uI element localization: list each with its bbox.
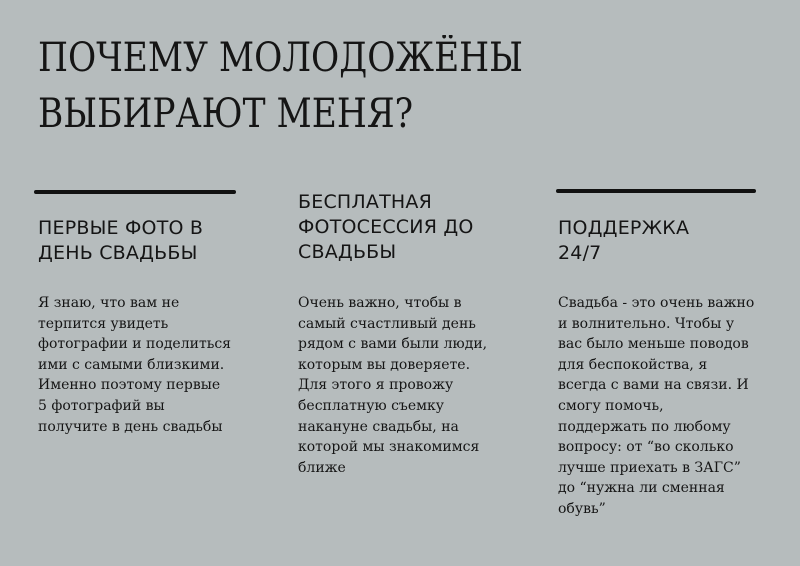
text-line: 5 фотографий вы bbox=[38, 397, 165, 414]
column-title-line: ДЕНЬ СВАДЬБЫ bbox=[38, 242, 198, 264]
text-line: Очень важно, чтобы в bbox=[298, 295, 462, 311]
column-2-text bbox=[298, 293, 487, 478]
text-line: Свадьба - это очень важно bbox=[558, 295, 755, 311]
column-title-line: СВАДЬБЫ bbox=[298, 241, 397, 263]
text-line: Для этого я провожу bbox=[298, 377, 454, 394]
column-1-text bbox=[38, 293, 231, 437]
text-line: ближе bbox=[298, 459, 346, 476]
text-line: рядом с вами были люди, bbox=[298, 336, 488, 353]
text-line: смогу помочь, bbox=[558, 397, 664, 414]
column-1-divider bbox=[34, 190, 236, 194]
column-3-divider bbox=[556, 189, 756, 193]
text-line: до “нужна ли сменная bbox=[558, 480, 725, 497]
page-title bbox=[38, 30, 523, 142]
text-line: поддержать по любому bbox=[558, 418, 731, 435]
text-line: для беспокойства, я bbox=[558, 356, 708, 373]
text-line: вас было меньше поводов bbox=[558, 336, 749, 353]
text-line: ими с самыми близкими. bbox=[38, 356, 225, 373]
column-3-text bbox=[558, 293, 754, 520]
text-line: лучше приехать в ЗАГС” bbox=[558, 459, 741, 476]
text-line: всегда с вами на связи. И bbox=[558, 377, 749, 394]
text-line: Именно поэтому первые bbox=[38, 377, 221, 394]
text-line: фотографии и поделиться bbox=[38, 336, 231, 353]
column-1-title bbox=[38, 216, 203, 266]
column-title-line: ФОТОСЕССИЯ ДО bbox=[298, 216, 474, 238]
text-line: которой мы знакомимся bbox=[298, 439, 480, 456]
text-line: бесплатную съемку bbox=[298, 397, 444, 414]
page-title-line: ВЫБИРАЮТ МЕНЯ? bbox=[38, 91, 414, 137]
text-line: которым вы доверяете. bbox=[298, 356, 471, 373]
column-title-line: БЕСПЛАТНАЯ bbox=[298, 191, 432, 213]
text-line: Я знаю, что вам не bbox=[38, 295, 180, 311]
column-title-line: 24/7 bbox=[558, 242, 602, 264]
text-line: обувь” bbox=[558, 500, 606, 517]
column-title-line: ПОДДЕРЖКА bbox=[558, 217, 690, 239]
text-line: вопросу: от “во сколько bbox=[558, 439, 734, 456]
column-2-title bbox=[298, 190, 474, 265]
text-line: получите в день свадьбы bbox=[38, 418, 223, 435]
column-title-line: ПЕРВЫЕ ФОТО В bbox=[38, 217, 204, 239]
text-line: накануне свадьбы, на bbox=[298, 418, 459, 435]
text-line: самый счастливый день bbox=[298, 315, 476, 332]
page-title-line: ПОЧЕМУ МОЛОДОЖЁНЫ bbox=[38, 35, 524, 81]
text-line: и волнительно. Чтобы у bbox=[558, 315, 735, 332]
text-line: терпится увидеть bbox=[38, 315, 169, 332]
column-3-title bbox=[558, 216, 689, 266]
